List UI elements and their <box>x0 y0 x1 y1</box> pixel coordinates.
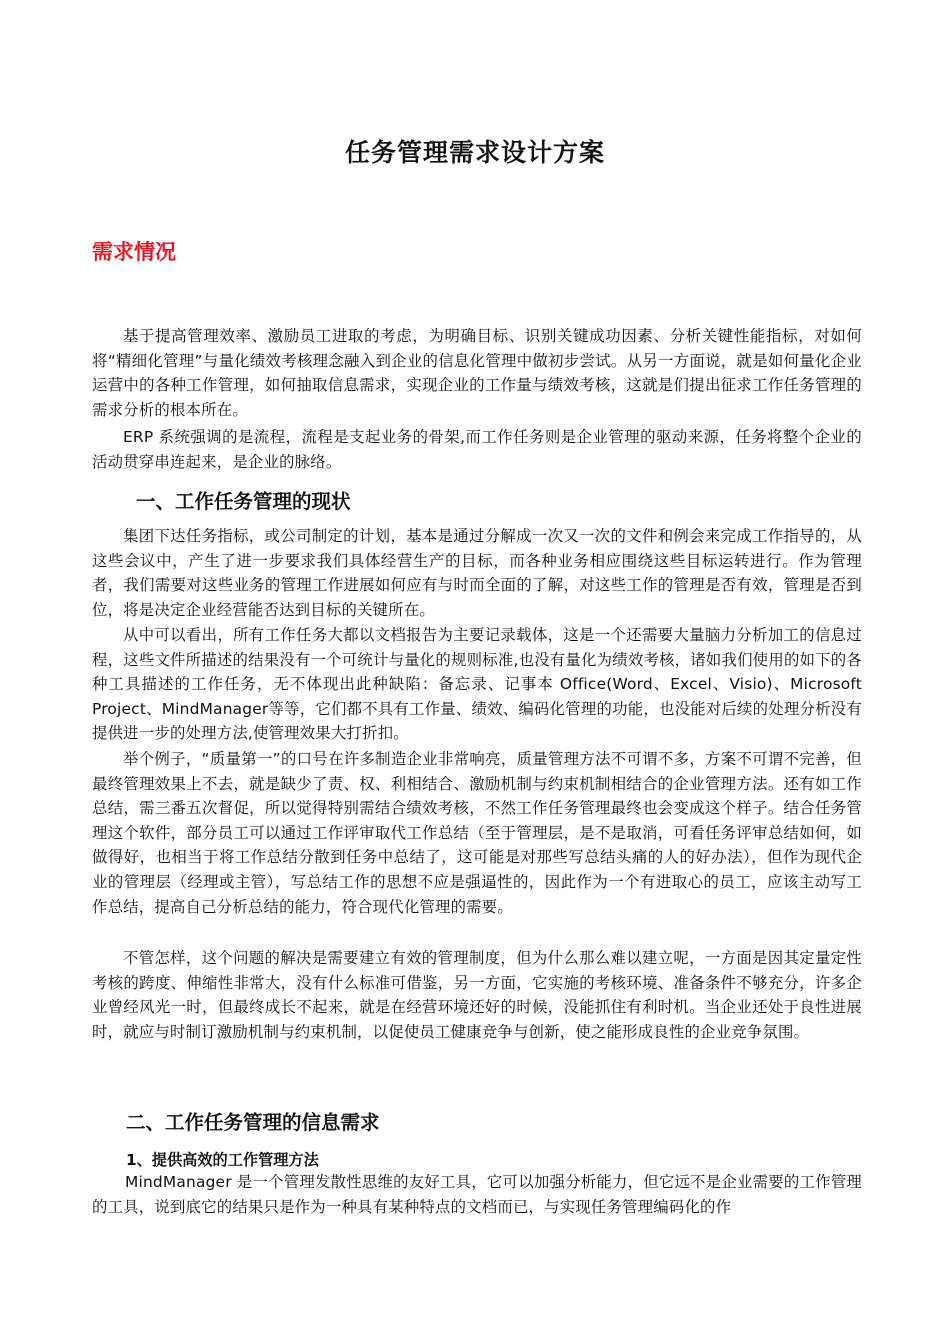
status-paragraph-3: 举个例子，“质量第一”的口号在许多制造企业非常响亮，质量管理方法不可谓不多，方案不可谓不完善，但最终管理效果上不去，就是缺少了责、权、利相结合、激励机制与约束机制相结合的企业管理方法。还有如工作总结，需三番五次督促，所以觉得特别需结合绩效考核，不然工作任务管理最终也会变成这个样子。结合任务管理这个软件，部分员工可以通过工作评审取代工作总结（至于管理层，是不是取消，可看任务评审总结如何，如做得好，也相当于将工作总结分散到任务中总结了，这可能是对那些写总结头痛的人的好办法），但作为现代企业的管理层（经理或主管），写总结工作的思想不应是强逼性的，因此作为一个有进取心的员工，应该主动写工作总结，提高自己分析总结的能力，符合现代化管理的需要。 <box>92 750 862 916</box>
intro-paragraph-2: ERP 系统强调的是流程，流程是支起业务的骨架,而工作任务则是企业管理的驱动来源，任务将整个企业的活动贯穿串连起来，是企业的脉络。 <box>92 428 862 471</box>
section-heading-info-needs: 二、工作任务管理的信息需求 <box>126 1111 380 1134</box>
section-heading-status: 一、工作任务管理的现状 <box>136 490 351 513</box>
status-paragraph-1: 集团下达任务指标，或公司制定的计划，基本是通过分解成一次又一次的文件和例会来完成工作指导的，从这些会议中，产生了进一步要求我们具体经营生产的目标，而各种业务相应围绕这些目标运转进行。作为管理者，我们需要对这些业务的管理工作进展如何应有与时而全面的了解，对这些工作的管理是否有效，管理是否到位，将是决定企业经营能否达到目标的关键所在。 <box>92 527 862 619</box>
intro-paragraph-1: 基于提高管理效率、激励员工进取的考虑，为明确目标、识别关键成功因素、分析关键性能指标，对如何将“精细化管理”与量化绩效考核理念融入到企业的信息化管理中做初步尝试。从另一方面说，就是如何量化企业运营中的各种工作管理，如何抽取信息需求，实现企业的工作量与绩效考核，这就是们提出征求工作任务管理的需求分析的根本所在。 <box>92 327 862 419</box>
document-title: 任务管理需求设计方案 <box>344 138 605 167</box>
section-heading-requirements: 需求情况 <box>92 240 176 264</box>
methods-paragraph-1: MindManager 是一个管理发散性思维的友好工具，它可以加强分析能力，但它远不是企业需要的工作管理的工具，说到底它的结果只是作为一种具有某种特点的文档而已，与实现任务管理编码化的作 <box>92 1173 862 1216</box>
status-paragraph-4: 不管怎样，这个问题的解决是需要建立有效的管理制度，但为什么那么难以建立呢，一方面是因其定量定性考核的跨度、伸缩性非常大，没有什么标准可借鉴，另一方面，它实施的考核环境、准备条件不够充分，许多企业曾经风光一时，但最终成长不起来，就是在经营环境还好的时候，没能抓住有利时机。当企业还处于良性进展时，就应与时制订激励机制与约束机制，以促使员工健康竞争与创新，使之能形成良性的企业竞争氛围。 <box>92 949 862 1041</box>
status-paragraph-2: 从中可以看出，所有工作任务大都以文档报告为主要记录载体，这是一个还需要大量脑力分析加工的信息过程，这些文件所描述的结果没有一个可统计与量化的规则标准,也没有量化为绩效考核，诸如我们使用的如下的各种工具描述的工作任务，无不体现出此种缺陷：备忘录、记事本 Office(Word、Excel、Visio)、Microsoft Project、MindManager等等，它们都不具有工作量、绩效、编码化管理的功能，也没能对后续的处理分析没有提供进一步的处理方法,使管理效果大打折扣。 <box>92 626 862 743</box>
subsection-heading-methods: 1、提供高效的工作管理方法 <box>126 1151 319 1169</box>
